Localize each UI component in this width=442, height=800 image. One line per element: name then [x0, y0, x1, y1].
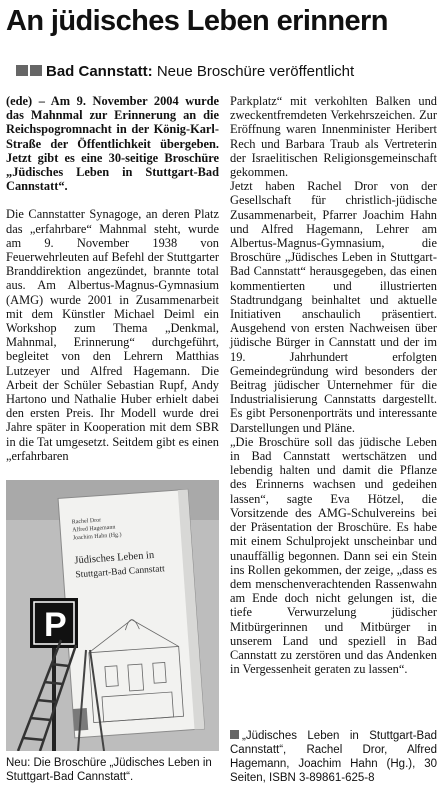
body-paragraph: Die Cannstatter Synagoge, an deren Platz das „erfahrbare“ Mahnmal steht, wurde am 9. November 1938 von Feuerwehrleuten auf Befehl der Stuttgarter Branddirektion angezündet, brannte total aus. Am Albertus-Magnus-Gymnasium (AMG) wurde 2001 in Zusammenarbeit mit dem Künstler Michael Deiml ein Workshop zum Thema „Denkmal, Mahnmal, Erinnerung“ durchgeführt, begleitet von den Lehrern Matthias Lutzeyer und Alfred Hagemann. Die Arbeit der Schüler Sebastian Rupf, Andy Hartono und Nathalie Huber erhielt dabei den ersten Preis. Ihr Modell wurde drei Jahre später in Kooperation mit dem SBR in die Tat umgesetzt. Seitdem gibt es einen „erfahrbaren: [6, 207, 219, 463]
left-column: [6, 94, 219, 463]
parking-sign-letter: P: [44, 606, 67, 644]
book-author-1: Rachel Dror: [71, 517, 102, 526]
subhead-text: Neue Broschüre veröffentlicht: [156, 63, 355, 80]
body-paragraph: Jetzt haben Rachel Dror von der Gesellschaft für christlich-jüdische Zusammenarbeit, Pfarrer Joachim Hahn und Alfred Hagemann, Lehrer am Albertus-Magnus-Gymnasium, die Broschüre „Jüdisches Leben in Stuttgart-Bad Cannstatt“ herausgegeben, das einen kommentierten und illustrierten Stadtrundgang beinhaltet und aktuelle Initiativen anschaulich präsentiert. Ausgehend von ersten Nachweisen über jüdische Bürger in Cannstatt und der im 19. Jahrhundert erfolgten Gemeindegründung wird besonders der Beitrag jüdischer Unternehmer für die Industrialisierung Cannstatts dargestellt. Es gibt Personenporträts und interessante Darstellungen und Pläne.: [230, 179, 437, 435]
body-paragraph: Parkplatz“ mit verkohlten Balken und zweckentfremdeten Verkehrszeichen. Zur Eröffnung waren Innenminister Heribert Rech und Barbara Traub als Vertreterin der Israelitischen Religionsgemeinschaft gekommen.: [230, 94, 437, 180]
brochure-photo: [6, 480, 219, 751]
publication-info: [230, 729, 437, 785]
publication-info-text: „Jüdisches Leben in Stuttgart-Bad Cannstatt“, Rachel Dror, Alfred Hagemann, Joachim Hahn (Hg.), 30 Seiten, ISBN 3-89861-625-8: [230, 730, 437, 784]
headline: An jüdisches Leben erinnern: [6, 5, 388, 37]
bullet-square: [16, 65, 28, 76]
photo-illustration: [6, 480, 219, 751]
subheadline: [46, 63, 354, 81]
book-author-3: Joachim Hahn (Hg.): [72, 532, 122, 542]
bullet-square: [30, 65, 42, 76]
bullet-square: [230, 730, 239, 739]
book-author-2: Alfred Hagemann: [72, 524, 116, 534]
photo-caption: Neu: Die Broschüre „Jüdisches Leben in Stuttgart-Bad Cannstatt“.: [6, 757, 212, 783]
body-paragraph: „Die Broschüre soll das jüdische Leben in Bad Cannstatt wertschätzen und lebendig halten und damit die Pflanze des Erinnerns wachsen und gedeihen lassen“, sagte Eva Hötzel, die Vorsitzende des AMG-Schulvereins bei der Präsentation der Broschüre. Es habe mit einem Schulprojekt unscheinbar und unauffällig begonnen. Dann sei ein Stein ins Rollen gekommen, der zeige, „dass es dem menschenverachtenden Rassenwahn am Ende doch nicht gelungen ist, die tiefe Verwurzelung jüdischer Mitbürgerinnen und Mitbürger in unserem Land und speziell in Bad Cannstatt zu zerstören und das Andenken in Vergessenheit geraten zu lassen“.: [230, 434, 437, 677]
book-title-line2: Stuttgart-Bad Cannstatt: [75, 564, 166, 581]
right-column: [230, 94, 437, 676]
subhead-place: Bad Cannstatt:: [46, 63, 153, 80]
book-title-line1: Jüdisches Leben in: [74, 549, 155, 567]
lead-paragraph: (ede) – Am 9. November 2004 wurde das Mahnmal zur Erinnerung an die Reichspogromnacht in der König-Karl-Straße der Öffentlichkeit übergeben. Jetzt gibt es eine 30-seitige Broschüre „Jüdisches Leben in Stuttgart-Bad Cannstatt“.: [6, 94, 219, 194]
